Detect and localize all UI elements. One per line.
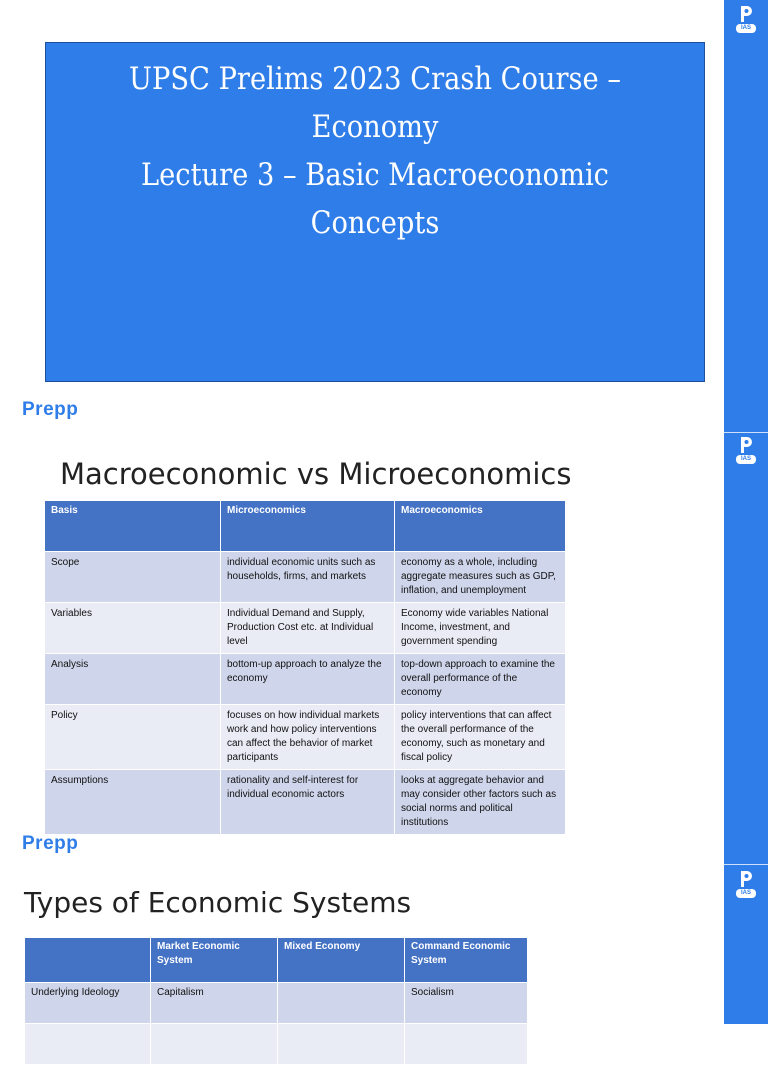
prepp-logo: Prepp [22, 399, 79, 420]
table-header-row [25, 938, 528, 983]
table-cell: Analysis [45, 654, 221, 705]
table-cell: rationality and self-interest for individual economic actors [221, 770, 395, 835]
title-banner [45, 42, 705, 382]
table-cell: bottom-up approach to analyze the economy [221, 654, 395, 705]
table-row [45, 654, 566, 705]
table-cell [405, 1024, 528, 1065]
banner-title-line: Concepts [310, 205, 440, 241]
table-cell [25, 1024, 151, 1065]
p-logo-icon [740, 871, 752, 887]
table-cell: Variables [45, 603, 221, 654]
column-header: Command Economic System [405, 938, 528, 983]
sidebar-divider [724, 432, 768, 433]
comparison-table [44, 500, 566, 835]
column-header: Macroeconomics [395, 501, 566, 552]
table-cell: individual economic units such as households, firms, and markets [221, 552, 395, 603]
table-cell: focuses on how individual markets work and how policy interventions can affect the behavior of market participants [221, 705, 395, 770]
table-row [45, 603, 566, 654]
table-cell: policy interventions that can affect the overall performance of the economy, such as monetary and fiscal policy [395, 705, 566, 770]
ias-label: IAS [736, 455, 756, 464]
table-cell [278, 983, 405, 1024]
banner-title [103, 55, 647, 247]
table-row [25, 1024, 528, 1065]
table-cell: Individual Demand and Supply, Production Cost etc. at Individual level [221, 603, 395, 654]
prepp-ias-logo [736, 437, 756, 465]
prepp-ias-logo [736, 871, 756, 899]
table-cell: Capitalism [151, 983, 278, 1024]
column-header: Market Economic System [151, 938, 278, 983]
table-cell: Socialism [405, 983, 528, 1024]
slide-heading: Macroeconomic vs Microeconomics [60, 457, 572, 491]
table-cell: top-down approach to examine the overall performance of the economy [395, 654, 566, 705]
table-row [45, 770, 566, 835]
column-header [25, 938, 151, 983]
ias-label: IAS [736, 24, 756, 33]
table-cell: economy as a whole, including aggregate measures such as GDP, inflation, and unemployment [395, 552, 566, 603]
table-cell [151, 1024, 278, 1065]
banner-title-line: Economy [311, 109, 439, 145]
banner-title-line: Lecture 3 – Basic Macroeconomic [141, 157, 609, 193]
ias-label: IAS [736, 889, 756, 898]
column-header: Mixed Economy [278, 938, 405, 983]
sidebar [724, 0, 768, 1024]
banner-title-line: UPSC Prelims 2023 Crash Course – [128, 61, 621, 97]
table-cell: Scope [45, 552, 221, 603]
prepp-logo: Prepp [22, 833, 79, 854]
table-header-row [45, 501, 566, 552]
p-logo-icon [740, 6, 752, 22]
column-header: Basis [45, 501, 221, 552]
table-cell: Policy [45, 705, 221, 770]
p-logo-icon [740, 437, 752, 453]
slide-heading: Types of Economic Systems [24, 886, 412, 919]
economic-systems-table [24, 937, 528, 1065]
table-cell: Assumptions [45, 770, 221, 835]
prepp-ias-logo [736, 6, 756, 34]
table-row [45, 705, 566, 770]
table-row [45, 552, 566, 603]
sidebar-divider [724, 864, 768, 865]
table-cell [278, 1024, 405, 1065]
column-header: Microeconomics [221, 501, 395, 552]
table-cell: Economy wide variables National Income, investment, and government spending [395, 603, 566, 654]
table-cell: Underlying Ideology [25, 983, 151, 1024]
table-row [25, 983, 528, 1024]
table-cell: looks at aggregate behavior and may consider other factors such as social norms and political institutions [395, 770, 566, 835]
